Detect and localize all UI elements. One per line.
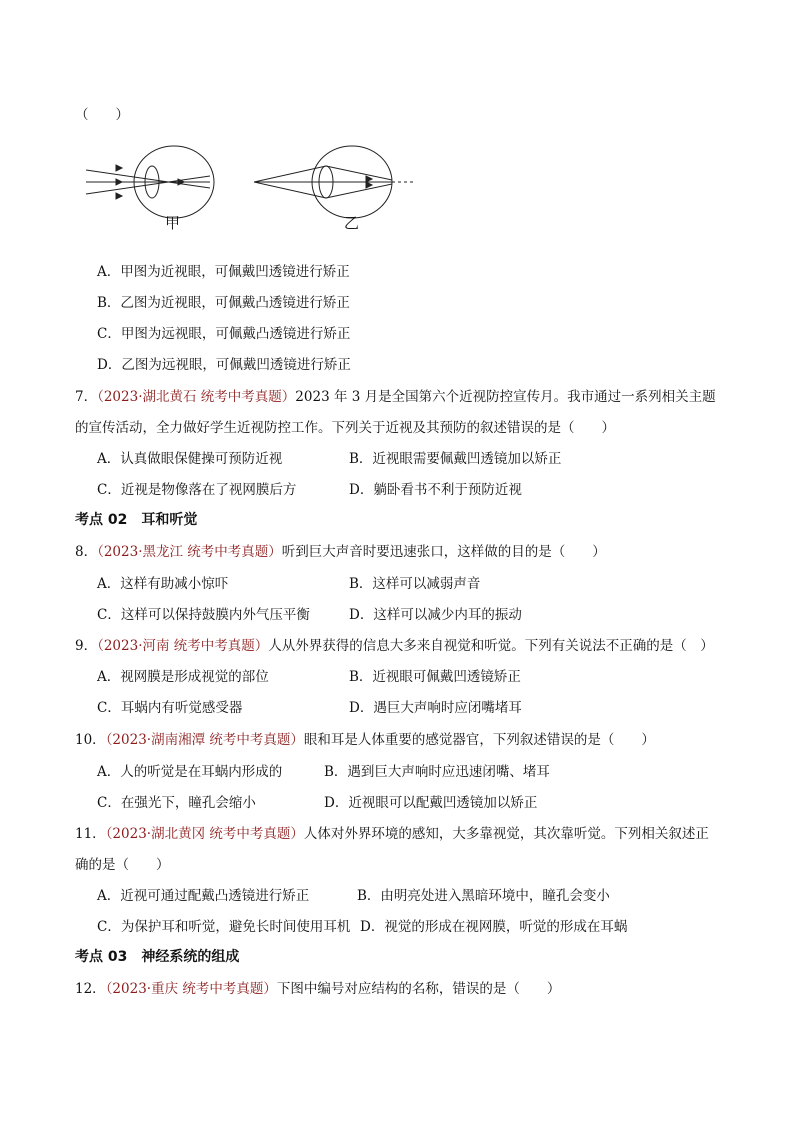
- option-c: C．为保护耳和听觉，避免长时间使用耳机: [97, 919, 351, 935]
- option-b: B．乙图为近视眼，可佩戴凸透镜进行矫正: [97, 295, 350, 311]
- option-a: A．视网膜是形成视觉的部位: [97, 669, 269, 685]
- diagram-label-left: 甲: [165, 214, 181, 232]
- question-number: 11．: [75, 826, 106, 842]
- question-source: （2023·湖南湘潭 统考中考真题）: [105, 732, 304, 748]
- question-text: 听到巨大声音时要迅速张口，这样做的目的是（ ）: [281, 544, 606, 560]
- option-d: D．乙图为远视眼，可佩戴凹透镜进行矫正: [97, 357, 351, 373]
- option-c: C．在强光下，瞳孔会缩小: [97, 795, 256, 811]
- option-a: A．认真做眼保健操可预防近视: [97, 451, 283, 467]
- option-a: A．近视可通过配戴凸透镜进行矫正: [97, 888, 310, 904]
- question-number: 10．: [75, 732, 106, 748]
- question-source: （2023·湖北黄冈 统考中考真题）: [105, 826, 304, 842]
- question-number: 9．: [75, 638, 98, 654]
- option-d: D．近视眼可以配戴凹透镜加以矫正: [324, 795, 538, 811]
- option-c: C．耳蜗内有听觉感受器: [97, 700, 243, 716]
- question-text: 下图中编号对应结构的名称，错误的是（ ）: [276, 981, 561, 997]
- option-b: B．近视眼需要佩戴凹透镜加以矫正: [349, 451, 562, 467]
- question-source: （2023·湖北黄石 统考中考真题）: [97, 389, 296, 405]
- question-11: [75, 822, 709, 842]
- question-number: 7．: [75, 389, 98, 405]
- section-heading: [75, 946, 239, 966]
- option-d: D．遇巨大声响时应闭嘴堵耳: [349, 700, 522, 716]
- question-text: 人从外界获得的信息大多来自视觉和听觉。下列有关说法不正确的是（ ）: [268, 638, 714, 654]
- section-title: 神经系统的组成: [141, 949, 240, 965]
- option-b: B．近视眼可佩戴凹透镜矫正: [349, 669, 521, 685]
- section-label: 考点 02: [75, 512, 128, 528]
- option-a: A．甲图为近视眼，可佩戴凹透镜进行矫正: [97, 264, 350, 280]
- eye-diagram-right: [254, 146, 414, 218]
- question-text: 眼和耳是人体重要的感觉器官，下列叙述错误的是（ ）: [303, 732, 655, 748]
- question-8: [75, 540, 606, 560]
- question-11-text-cont: 确的是（ ）: [75, 857, 170, 873]
- answer-blank: （ ）: [75, 107, 129, 123]
- question-source: （2023·黑龙江 统考中考真题）: [97, 544, 282, 560]
- section-heading: [75, 509, 197, 529]
- option-a: A．人的听觉是在耳蜗内形成的: [97, 764, 283, 780]
- eye-diagram-left: [86, 146, 214, 218]
- option-b: B．遇到巨大声响时应迅速闭嘴、堵耳: [324, 764, 550, 780]
- question-text: 2023 年 3 月是全国第六个近视防控宣传月。我市通过一系列相关主题: [295, 389, 716, 405]
- option-c: C．近视是物像落在了视网膜后方: [97, 482, 297, 498]
- question-9: [75, 634, 714, 654]
- question-10: [75, 728, 655, 748]
- option-d: D．视觉的形成在视网膜，听觉的形成在耳蜗: [360, 919, 628, 935]
- question-source: （2023·河南 统考中考真题）: [97, 638, 269, 654]
- question-source: （2023·重庆 统考中考真题）: [105, 981, 277, 997]
- option-d: D．躺卧看书不利于预防近视: [349, 482, 522, 498]
- option-c: C．甲图为远视眼，可佩戴凸透镜进行矫正: [97, 326, 351, 342]
- question-12: [75, 977, 560, 997]
- option-a: A．这样有助减小惊吓: [97, 576, 229, 592]
- option-b: B．这样可以减弱声音: [349, 576, 481, 592]
- question-number: 12．: [75, 981, 106, 997]
- question-text: 人体对外界环境的感知，大多靠视觉，其次靠听觉。下列相关叙述正: [303, 826, 709, 842]
- option-d: D．这样可以减少内耳的振动: [349, 607, 522, 623]
- diagram-label-right: 乙: [344, 214, 360, 232]
- section-label: 考点 03: [75, 949, 128, 965]
- question-7-text-cont: 的宣传活动，全力做好学生近视防控工作。下列关于近视及其预防的叙述错误的是（ ）: [75, 420, 615, 436]
- section-title: 耳和听觉: [141, 512, 198, 528]
- question-number: 8．: [75, 544, 98, 560]
- question-7: [75, 385, 716, 405]
- eye-diagram: [82, 142, 422, 234]
- option-c: C．这样可以保持鼓膜内外气压平衡: [97, 607, 310, 623]
- option-b: B．由明亮处进入黑暗环境中，瞳孔会变小: [357, 888, 610, 904]
